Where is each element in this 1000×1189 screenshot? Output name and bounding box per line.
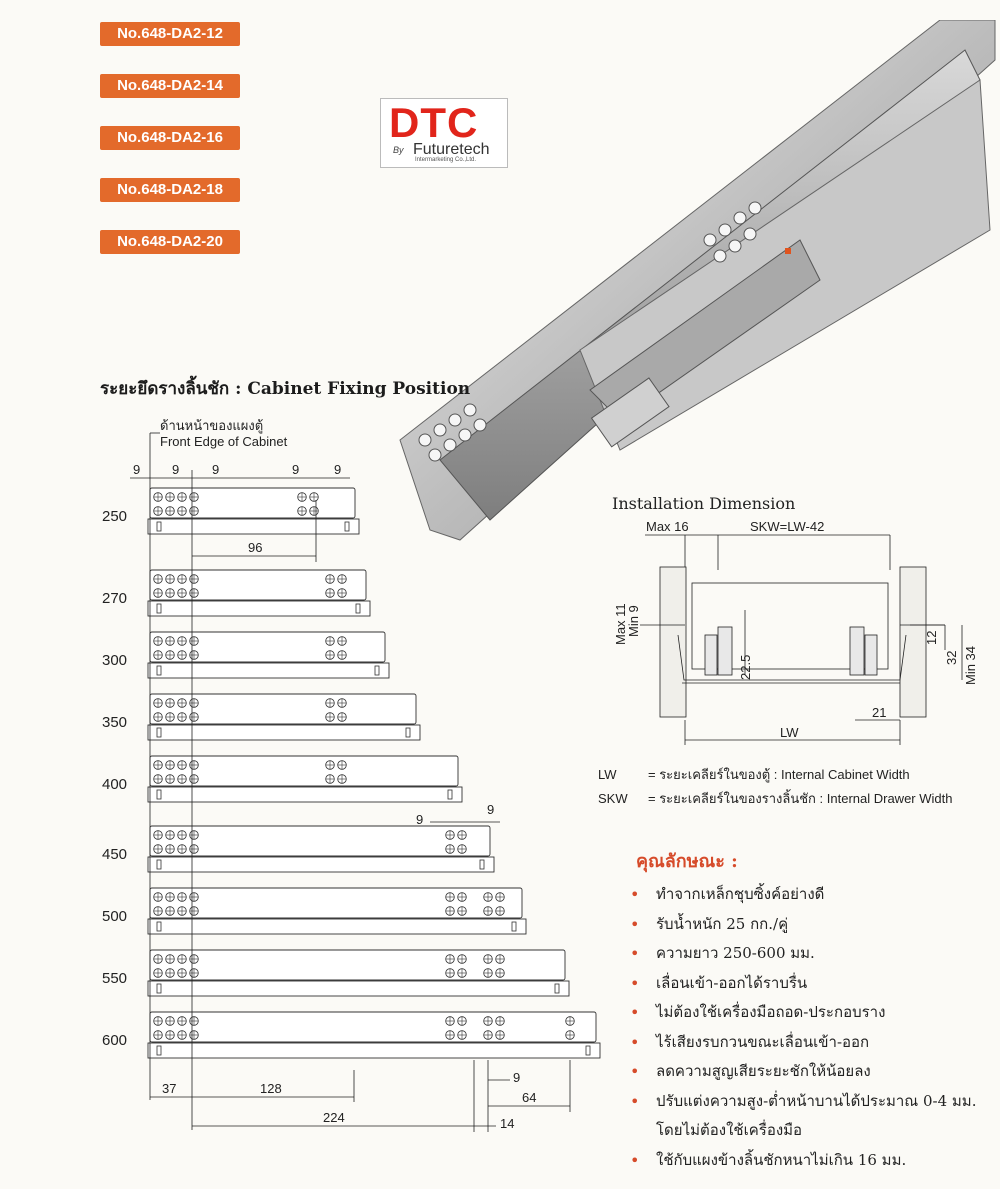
rail-bar xyxy=(148,919,526,934)
rail-bar xyxy=(148,663,389,678)
model-badge: No.648-DA2-16 xyxy=(100,126,240,150)
rail-plate xyxy=(150,888,522,918)
length-label: 400 xyxy=(102,776,128,793)
rail-bar xyxy=(148,857,494,872)
model-badge: No.648-DA2-18 xyxy=(100,178,240,202)
dim-max16: Max 16 xyxy=(646,519,689,534)
feature-continuation xyxy=(626,1116,976,1146)
fixing-row xyxy=(102,826,494,872)
installation-diagram xyxy=(600,515,990,755)
dim-max11: Max 11 xyxy=(613,603,628,645)
legend-lw-abbr: LW xyxy=(598,767,617,782)
legend-skw-abbr: SKW xyxy=(598,791,628,806)
model-badge: No.648-DA2-12 xyxy=(100,22,240,46)
bullet-icon: • xyxy=(630,944,640,963)
dim-min34: Min 34 xyxy=(963,645,978,685)
feature-text: ลดความสูญเสียระยะชักให้น้อยลง xyxy=(656,1062,871,1080)
length-label: 600 xyxy=(102,1032,128,1049)
length-label: 300 xyxy=(102,652,128,669)
feature-item xyxy=(626,880,976,910)
dim-lw: LW xyxy=(780,725,799,740)
feature-text: โดยไม่ต้องใช้เครื่องมือ xyxy=(656,1121,803,1139)
rail-bar xyxy=(148,601,370,616)
front-edge-th-label: ด้านหน้าของแผงตู้ xyxy=(160,418,264,433)
feature-text: ใช้กับแผงข้างลิ้นชักหนาไม่เกิน 16 มม. xyxy=(656,1150,907,1169)
dim-mid-9b: 9 xyxy=(487,802,495,817)
length-label: 270 xyxy=(102,590,128,607)
rail-plate xyxy=(150,694,416,724)
feature-text: รับน้ำหนัก 25 กก./คู่ xyxy=(656,914,789,933)
length-label: 500 xyxy=(102,908,128,925)
fixing-title: ระยะยึดรางลิ้นชัก : Cabinet Fixing Position xyxy=(100,379,471,399)
rail-plate xyxy=(150,1012,596,1042)
dim-top-9d: 9 xyxy=(292,462,300,477)
feature-item xyxy=(626,1028,976,1058)
length-label: 450 xyxy=(102,846,128,863)
rail-bar xyxy=(148,725,420,740)
dim-top-9b: 9 xyxy=(172,462,180,477)
fixing-row xyxy=(102,950,569,996)
bullet-icon: • xyxy=(630,973,640,993)
fixing-row xyxy=(102,570,370,616)
feature-item xyxy=(626,910,976,940)
feature-text: ทำจากเหล็กชุบซิ้งค์อย่างดี xyxy=(656,885,825,903)
dim-mid-9a: 9 xyxy=(416,812,424,827)
dim-128: 128 xyxy=(260,1081,282,1096)
bullet-icon: • xyxy=(630,1091,640,1111)
dim-64: 64 xyxy=(522,1090,537,1105)
bullet-icon: • xyxy=(630,1062,640,1081)
bullet-icon: • xyxy=(630,1150,640,1170)
brand-name: DTC xyxy=(389,99,479,146)
feature-text: ไม่ต้องใช้เครื่องมือถอด-ประกอบราง xyxy=(656,1003,886,1021)
bullet-icon: • xyxy=(630,914,640,934)
dim-bottom-9: 9 xyxy=(513,1070,521,1085)
feature-item xyxy=(626,1087,976,1117)
rail-bar xyxy=(148,519,359,534)
feature-item xyxy=(626,1146,976,1176)
feature-item xyxy=(626,969,976,999)
bullet-icon: • xyxy=(630,1003,640,1022)
rail-bar xyxy=(148,981,569,996)
feature-item xyxy=(626,998,976,1028)
feature-item xyxy=(626,1057,976,1087)
model-badge: No.648-DA2-20 xyxy=(100,230,240,254)
length-label: 250 xyxy=(102,508,128,525)
dim-21: 21 xyxy=(872,705,887,720)
dim-top-9c: 9 xyxy=(212,462,220,477)
legend-skw xyxy=(598,788,952,809)
dim-min9: Min 9 xyxy=(626,605,641,637)
feature-item xyxy=(626,939,976,969)
fixing-row xyxy=(102,756,462,802)
dim-top-9a: 9 xyxy=(133,462,141,477)
front-edge-en-label: Front Edge of Cabinet xyxy=(160,434,288,449)
rail-bar xyxy=(148,1043,600,1058)
fixing-row xyxy=(102,1012,600,1058)
length-label: 550 xyxy=(102,970,128,987)
fixing-row xyxy=(102,488,359,534)
dim-37: 37 xyxy=(162,1081,177,1096)
fixing-row xyxy=(102,888,526,934)
dim-224: 224 xyxy=(323,1110,345,1125)
dim-top-9e: 9 xyxy=(334,462,342,477)
feature-text: ความยาว 250-600 มม. xyxy=(656,944,815,962)
model-badge: No.648-DA2-14 xyxy=(100,74,240,98)
legend-lw-text: = ระยะเคลียร์ในของตู้ : Internal Cabinet Width xyxy=(648,767,910,782)
length-label: 350 xyxy=(102,714,128,731)
legend-skw-text: = ระยะเคลียร์ในของรางลิ้นชัก : Internal Drawer Width xyxy=(648,791,953,806)
brand-by: By xyxy=(393,145,404,155)
feature-text: ปรับแต่งความสูง-ต่ำหน้าบานได้ประมาณ 0-4 มม. xyxy=(656,1091,977,1110)
legend-lw xyxy=(598,764,910,785)
rail-plate xyxy=(150,826,490,856)
installation-title: Installation Dimension xyxy=(612,494,796,513)
dim-32: 32 xyxy=(944,650,959,665)
bullet-icon: • xyxy=(630,885,640,904)
dim-14: 14 xyxy=(500,1116,515,1131)
dim-96: 96 xyxy=(248,540,263,555)
fixing-row xyxy=(102,632,389,678)
rail-bar xyxy=(148,787,462,802)
features-title: คุณลักษณะ : xyxy=(636,851,738,872)
partner-subtitle: Intermarketing Co.,Ltd. xyxy=(415,157,477,163)
dim-12: 12 xyxy=(924,630,939,645)
feature-text: เลื่อนเข้า-ออกได้ราบรื่น xyxy=(656,973,808,992)
features-list xyxy=(626,880,976,1175)
bullet-icon: • xyxy=(630,1032,640,1052)
dim-skw: SKW=LW-42 xyxy=(750,519,825,534)
partner-name: Futuretech xyxy=(413,141,490,158)
feature-text: ไร้เสียงรบกวนขณะเลื่อนเข้า-ออก xyxy=(656,1032,870,1051)
dim-22-5: 22.5 xyxy=(738,654,753,680)
